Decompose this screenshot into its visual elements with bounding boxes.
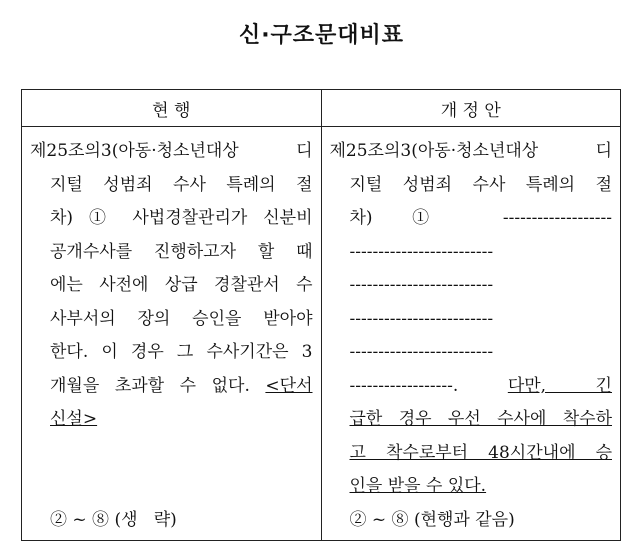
current-line: 제25조의3(아동·청소년대상 디 [30, 141, 313, 161]
dash-line: ------------------------- [349, 241, 494, 262]
new-proviso-note: <단서 [265, 375, 313, 396]
revised-proviso-line [330, 470, 613, 504]
document-title: 신·구조문대비표 [238, 23, 405, 48]
current-line: 공개수사를 진행하고자 할 때 [50, 241, 313, 262]
revised-proviso-line [330, 437, 613, 471]
revised-proviso-line [330, 403, 613, 437]
current-line: 사부서의 장의 승인을 받아야 [50, 308, 313, 329]
current-line: 차) ① 사법경찰관리가 신분비 [50, 208, 313, 228]
current-line: 지털 성범죄 수사 특례의 절 [50, 174, 313, 195]
revised-footer: ② ~ ⑧ (현행과 같음) [349, 510, 515, 530]
header-current: 현 행 [22, 90, 322, 127]
current-line: 개월을 초과할 수 없다. [50, 375, 266, 396]
table-header-row [22, 90, 621, 127]
dash-line: ------------------------- [349, 342, 494, 362]
proviso-text: 다만, 긴 [507, 375, 612, 396]
revised-line: 제25조의3(아동·청소년대상 디 [329, 141, 612, 161]
dash-line: ------------------------- [349, 275, 494, 295]
current-line: 에는 사전에 상급 경찰관서 수 [50, 275, 313, 295]
current-line-with-note [30, 370, 313, 404]
dash-line: ------------------------- [349, 308, 494, 329]
current-line [30, 403, 313, 437]
new-proviso-note-cont: 신설> [50, 409, 98, 429]
comparison-table [21, 89, 621, 541]
header-revised: 개 정 안 [321, 90, 621, 127]
proviso-text: 인을 받을 수 있다. [349, 476, 487, 496]
current-column [22, 127, 322, 541]
revised-column [321, 127, 621, 541]
revised-line: 지털 성범죄 수사 특례의 절 [349, 174, 612, 195]
current-line: 한다. 이 경우 그 수사기간은 3 [50, 342, 313, 362]
proviso-text: 고 착수로부터 48시간내에 승 [349, 442, 612, 463]
revised-line: 차) ① ------------------- [349, 208, 612, 228]
current-footer: ② ~ ⑧ (생 략) [50, 510, 177, 530]
revised-proviso-start [330, 370, 613, 404]
proviso-text: 급한 경우 우선 수사에 착수하 [349, 409, 612, 429]
partial-dash: ------------------. [349, 375, 508, 396]
table-body-row [22, 127, 621, 541]
